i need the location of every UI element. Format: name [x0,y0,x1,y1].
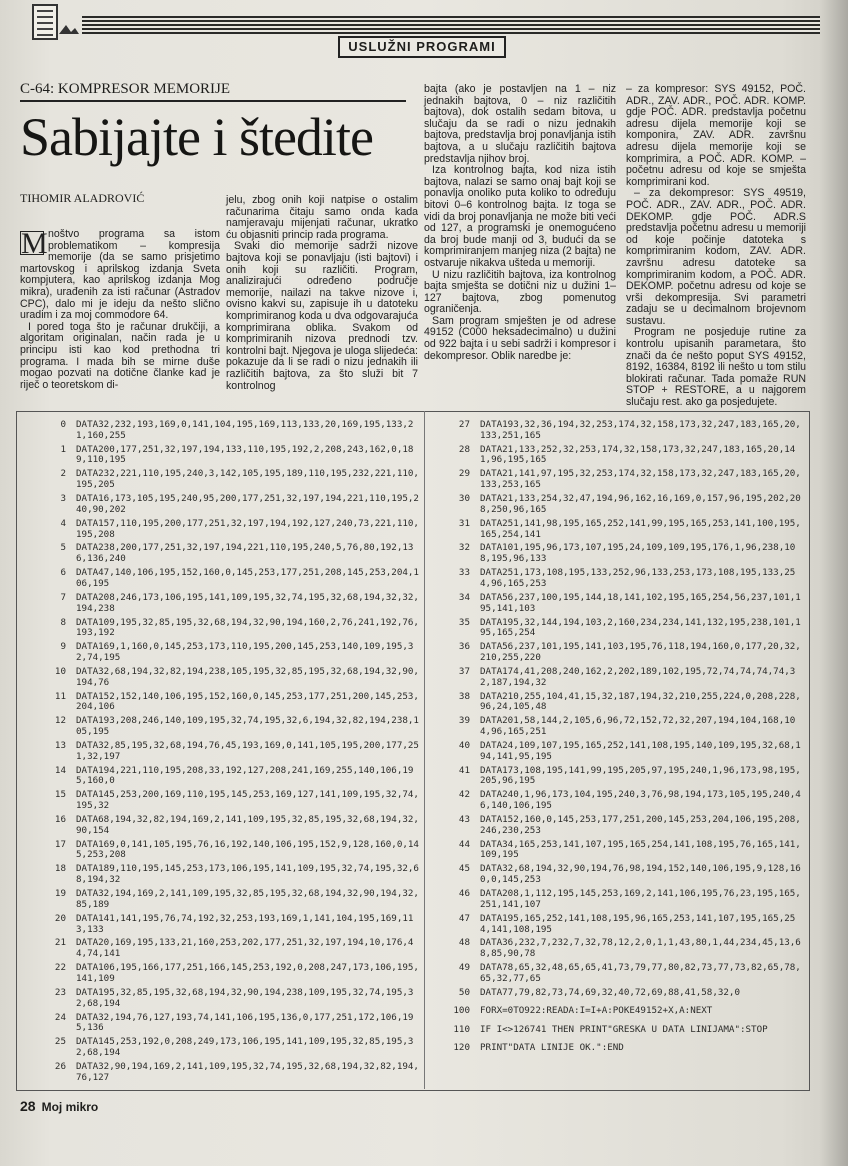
listing-line [426,1025,804,1036]
listing-line [426,1006,804,1017]
line-number: 20 [54,912,66,924]
line-code: DATA32,90,194,169,2,141,109,195,32,74,195,32,68,194,32,82,194,76,127 [76,1060,419,1083]
listing-line [426,692,804,714]
listing-line [22,988,420,1010]
page-edge-shadow [820,0,848,1166]
listing-line [22,790,420,812]
line-code: DATA24,109,107,195,165,252,141,108,195,140,109,195,32,68,194,141,95,195 [480,739,801,762]
line-code: DATA208,246,173,106,195,141,109,195,32,74,195,32,68,194,32,32,194,238 [76,591,419,614]
paragraph: Iza kontrolnog bajta, kod niza istih bajtova, nalazi se samo onaj bajt koji se ponavlja onoliko puta koliko to određuju bitovi 0–6 kontrolnog bajta. Iz toga se vidi da broj ponavljanja ne može biti veći od 127, a programski je onemogućeno da broj bude manji od 3, budući da se komprimiranjem manjeg niza (2 bajta) ne ostvaruje nikakva ušteda u memoriji. [424,164,616,269]
article-column-2 [226,195,418,392]
line-number: 4 [60,517,66,529]
listing-line [22,568,420,590]
line-number: 7 [60,591,66,603]
line-code: DATA141,141,195,76,74,192,32,253,193,169,1,141,104,195,169,113,133 [76,912,414,935]
line-number: 23 [54,986,66,998]
paragraph: Program ne posjeduje rutine za kontrolu upisanih parametara, što znači da će nešto poput SYS 49152, 8192, 16384, 8192 ili nešto u tom stilu blokirati računar. Tada pomaže RUN STOP + RESTORE, a u najgorem slučaju rest. ako ga posjeduјete. [626,326,806,409]
listing-line [22,914,420,936]
line-number: 21 [54,937,66,949]
line-code: DATA169,1,160,0,145,253,173,110,195,200,145,253,140,109,195,32,74,195 [76,641,414,663]
listing-line [426,914,804,936]
line-number: 2 [60,468,66,480]
line-code: DATA32,194,76,127,193,74,141,106,195,136,0,177,251,172,106,195,136 [76,1011,414,1034]
listing-line [22,766,420,788]
line-number: 16 [54,814,66,825]
line-number: 42 [458,789,470,801]
article-kicker: C-64: KOMPRESOR MEMORIJE [20,81,231,97]
paragraph: – za kompresor: SYS 49152, POČ. ADR., ZAV. ADR., POČ. ADR. KOMP. gdje POČ. ADR. predstavlja početnu adresu dijela memorije koji se komponira, ZAV. ADR. završnu adresu dijela memorije koji se komprimira, a POČ. ADR. KOMP. – početnu adresu od koje se smješta komprimirani kod. [626,83,806,188]
line-number: 25 [54,1036,66,1048]
line-code: DATA34,165,253,141,107,195,165,254,141,108,195,76,165,141,109,195 [480,838,801,861]
listing-line [426,494,804,516]
line-code: DATA240,1,96,173,104,195,240,3,76,98,194,173,105,195,240,46,140,106,195 [480,789,801,812]
line-code: DATA68,194,32,82,194,169,2,141,109,195,32,85,195,32,68,194,32,90,154 [76,814,419,836]
line-number: 11 [54,690,66,702]
article-column-1 [20,229,220,391]
line-code: DATA251,173,108,195,133,252,96,133,253,173,108,195,133,254,96,165,253 [480,567,796,589]
listing-line [426,593,804,615]
listing-divider [424,411,425,1089]
listing-line [22,543,420,565]
line-code: DATA32,68,194,32,90,194,76,98,194,152,140,106,195,9,128,160,0,145,253 [480,863,801,886]
line-code: DATA169,0,141,105,195,76,16,192,140,106,195,152,9,128,160,0,145,253,208 [76,838,419,861]
line-code: DATA106,195,166,177,251,166,145,253,192,0,208,247,173,106,195,141,109 [76,962,419,984]
line-number: 49 [458,962,470,974]
listing-line [22,840,420,862]
article-byline: TIHOMIR ALADROVIĆ [20,191,145,205]
paragraph: – za dekompresor: SYS 49519, POČ. ADR., ZAV. ADR., POČ. ADR. DEKOMP. gdje POČ. ADR.S predstavlja početnu adresu u memoriji od koje počinje datoteka s komprimiranim kodom, ZAV. ADR. završnu adresu datoteke sa komprimiranim kodom, a POČ. ADR. DEKOMP. početnu adresu od koje se vrši dekompresija. Svi parametri zadaju se u decimalnom brojevnom sustavu. [626,187,806,327]
line-number: 38 [458,690,470,702]
line-number: 28 [458,443,470,455]
line-number: 44 [458,838,470,850]
line-number: 30 [458,493,470,505]
line-code: DATA145,253,200,169,110,195,145,253,169,127,141,109,195,32,74,195,32 [76,789,419,812]
line-number: 47 [458,912,470,924]
line-number: 40 [458,739,470,751]
listing-line [22,494,420,516]
line-code: DATA101,195,96,173,107,195,24,109,109,195,176,1,96,238,108,195,96,133 [480,542,796,565]
listing-line [426,1043,804,1054]
line-code: DATA232,221,110,195,240,3,142,105,195,189,110,195,232,221,110,195,205 [76,468,419,491]
line-number: 6 [60,567,66,579]
listing-line [426,840,804,862]
listing-line [22,692,420,714]
line-number: 32 [458,542,470,554]
line-number: 33 [458,567,470,579]
line-number: 50 [458,986,470,998]
listing-line [426,642,804,664]
listing-line [426,790,804,812]
line-code: DATA201,58,144,2,105,6,96,72,152,72,32,207,194,104,168,104,96,165,251 [480,715,796,738]
line-number: 18 [54,863,66,875]
line-code: DATA208,1,112,195,145,253,169,2,141,106,195,76,23,195,165,251,141,107 [480,888,801,910]
line-number: 1 [60,443,66,455]
line-code: DATA193,208,246,140,109,195,32,74,195,32,6,194,32,82,194,238,105,195 [76,715,419,738]
listing-line [22,420,420,442]
section-logo-icon [58,22,80,36]
listing-line [426,988,804,999]
line-number: 46 [458,888,470,900]
line-code: DATA20,169,195,133,21,160,253,202,177,251,32,197,194,10,176,44,74,141 [76,937,414,960]
line-code: DATA174,41,208,240,162,2,202,189,102,195,72,74,74,74,74,32,187,194,32 [480,665,796,688]
paragraph: I pored toga što je računar drukčiji, a algoritam originalan, način rada je u principu isti kao kod prethodna tri programa. I mada bih se mirne duše mogao pozvati na dotične članke kad je riječ o teoretskom di- [20,320,220,391]
line-code: DATA195,165,252,141,108,195,96,165,253,141,107,195,165,254,141,108,195 [480,912,796,935]
line-number: 14 [54,764,66,776]
listing-line [22,469,420,491]
listing-line [22,938,420,960]
line-code: IF I<>126741 THEN PRINT"GRESKA U DATA LINIJAMA":STOP [480,1023,768,1035]
line-number: 10 [54,665,66,677]
line-number: 36 [458,641,470,653]
line-code: FORX=0TO922:READA:I=I+A:POKE49152+X,A:NEXT [480,1004,713,1016]
drop-cap: M [21,227,48,260]
line-code: DATA21,133,254,32,47,194,96,162,16,169,0,157,96,195,202,208,250,96,165 [480,493,801,515]
line-code: DATA173,108,195,141,99,195,205,97,195,240,1,96,173,98,195,205,96,195 [480,764,801,787]
listing-line [426,716,804,738]
line-code: DATA77,79,82,73,74,69,32,40,72,69,88,41,58,32,0 [480,986,740,998]
line-number: 15 [54,789,66,801]
magazine-name: Moj mikro [41,1100,99,1114]
line-code: DATA32,85,195,32,68,194,76,45,193,169,0,141,105,195,200,177,251,32,197 [76,739,419,762]
paragraph: noštvo programa sa istom problematikom – kompresija memorije (da se samo prisjetimo martovskog i aprilskog izdanja Sveta kompjutera, kao aprilskog izdanja Mog mikra), urađenih za isti računar (Astradov CPC), dalo mi je ideju da nešto slično uradim i za moj commodore 64. [20,228,220,322]
line-code: DATA56,237,101,195,141,103,195,76,118,194,160,0,177,20,32,210,255,220 [480,641,801,663]
line-number: 110 [453,1023,470,1035]
line-code: DATA21,133,252,32,253,174,32,158,173,32,247,183,165,20,141,96,195,165 [480,443,796,466]
line-number: 9 [60,641,66,653]
listing-line [426,469,804,491]
paragraph: Svaki dio memorije sadrži nizove bajtova koji se ponavljaju (isti bajtovi) i onih koji su različiti. Program, analizirajući određeno područje memorije, nailazi na takve nizove i, ovisno kakvi su, zapisuje ih u datoteku komprimiranog koda u dva odgovarajuća komprimirana oblika. Svakom od komprimiranih nizova prednodi tzv. kontrolni bajt. Njegova je uloga slijedeća: pokazuje da li se radi o nizu jednakih ili različitih bajtova, za što služi bit 7 kontrolnog [226,240,418,392]
line-code: DATA36,232,7,232,7,32,78,12,2,0,1,1,43,80,1,44,234,45,13,68,85,90,78 [480,937,801,960]
listing-line [426,519,804,541]
line-code: DATA109,195,32,85,195,32,68,194,32,90,194,160,2,76,241,192,76,193,192 [76,616,419,639]
listing-line [22,815,420,837]
kicker-rule [20,100,406,102]
line-number: 0 [60,419,66,430]
listing-line [22,1013,420,1035]
line-code: DATA21,141,97,195,32,253,174,32,158,173,32,247,183,165,20,133,253,165 [480,468,801,491]
listing-line [22,445,420,467]
line-code: DATA145,253,192,0,208,249,173,106,195,141,109,195,32,85,195,32,68,194 [76,1036,414,1058]
line-code: DATA238,200,177,251,32,197,194,221,110,195,240,5,76,80,192,136,136,240 [76,542,414,565]
line-number: 27 [458,419,470,430]
listing-line [22,889,420,911]
listing-line [426,864,804,886]
section-tag: USLUŽNI PROGRAMI [338,36,506,58]
line-code: DATA210,255,104,41,15,32,187,194,32,210,255,224,0,208,228,96,24,105,48 [480,690,801,713]
article-column-3 [424,84,616,362]
line-number: 34 [458,591,470,603]
document-icon [32,4,58,40]
page-footer [20,1098,98,1114]
listing-line [426,667,804,689]
listing-line [426,568,804,590]
listing-line [426,445,804,467]
listing-line [22,667,420,689]
line-code: DATA195,32,85,195,32,68,194,32,90,194,238,109,195,32,74,195,32,68,194 [76,986,414,1009]
article-headline: Sabijajte i štedite [20,107,373,167]
line-code: DATA152,160,0,145,253,177,251,200,145,253,204,106,195,208,246,230,253 [480,814,801,836]
listing-line [426,889,804,911]
line-number: 17 [54,838,66,850]
line-number: 41 [458,764,470,776]
listing-line [22,618,420,640]
line-number: 5 [60,542,66,554]
line-number: 39 [458,715,470,727]
listing-left-column [22,420,420,1087]
listing-line [22,593,420,615]
line-number: 29 [458,468,470,480]
listing-line [22,963,420,985]
listing-line [426,963,804,985]
line-code: DATA157,110,195,200,177,251,32,197,194,192,127,240,73,221,110,195,208 [76,517,419,540]
listing-line [426,420,804,442]
line-code: DATA32,194,169,2,141,109,195,32,85,195,32,68,194,32,90,194,32,85,189 [76,888,419,910]
article-column-4 [626,84,806,409]
line-number: 37 [458,665,470,677]
listing-right-column [426,420,804,1062]
line-number: 120 [453,1042,470,1054]
listing-line [426,938,804,960]
paragraph: U nizu različitih bajtova, iza kontrolnog bajta smješta se dotični niz u dužini 1–127 bajtova, zbog pomenutog ograničenja. [424,268,616,316]
line-code: DATA152,152,140,106,195,152,160,0,145,253,177,251,200,145,253,204,106 [76,690,419,713]
paragraph: jelu, zbog onih koji natpise o ostalim računarima čitaju samo onda kada namjeravaju mijenjati računar, ukratko ću objasniti princip rada programa. [226,194,418,241]
line-code: DATA32,68,194,32,82,194,238,105,195,32,85,195,32,68,194,32,90,194,76 [76,665,419,688]
line-number: 100 [453,1004,470,1016]
line-number: 3 [60,493,66,505]
listing-line [22,642,420,664]
line-number: 45 [458,863,470,875]
header-rule [82,16,820,34]
listing-line [22,864,420,886]
line-code: DATA78,65,32,48,65,65,41,73,79,77,80,82,73,77,73,82,65,78,65,32,77,65 [480,962,801,984]
line-number: 13 [54,739,66,751]
line-number: 22 [54,962,66,974]
listing-line [22,1037,420,1059]
line-number: 19 [54,888,66,900]
line-code: DATA189,110,195,145,253,173,106,195,141,109,195,32,74,195,32,68,194,32 [76,863,419,886]
paragraph: Sam program smješten je od adrese 49152 (C000 heksadecimalno) u dužini od 922 bajta i u sebi sadrži i kompresor i dekompresor. Oblik naredbe je: [424,314,616,362]
listing-line [426,815,804,837]
line-number: 24 [54,1011,66,1023]
line-number: 48 [458,937,470,949]
line-code: DATA193,32,36,194,32,253,174,32,158,173,32,247,183,165,20,133,251,165 [480,419,801,441]
line-code: PRINT"DATA LINIJE OK.":END [480,1042,624,1054]
line-code: DATA32,232,193,169,0,141,104,195,169,113,133,20,169,195,133,21,160,255 [76,419,414,441]
line-number: 26 [54,1060,66,1072]
line-number: 43 [458,814,470,825]
listing-line [426,766,804,788]
page-number: 28 [20,1098,36,1114]
line-code: DATA200,177,251,32,197,194,133,110,195,192,2,208,243,162,0,189,110,195 [76,443,414,466]
listing-line [22,1062,420,1084]
line-code: DATA16,173,105,195,240,95,200,177,251,32,197,194,221,110,195,240,90,202 [76,493,419,515]
paragraph: bajta (ako je postavljen na 1 – niz jednakih bajtova, 0 – niz različitih bajtova), dok ostalih sedam bitova, u slučaju da se radi o nizu jednakih bajtova, predstavlja broj ponavljanja istih bajtova, a u slučaju različitih bajtova predstavlja njihov broj. [424,83,616,165]
listing-line [22,519,420,541]
line-number: 12 [54,715,66,727]
line-number: 35 [458,616,470,628]
line-code: DATA194,221,110,195,208,33,192,127,208,241,169,255,140,106,195,160,0 [76,764,414,787]
line-code: DATA47,140,106,195,152,160,0,145,253,177,251,208,145,253,204,106,195 [76,567,419,589]
listing-line [22,741,420,763]
line-code: DATA251,141,98,195,165,252,141,99,195,165,253,141,100,195,165,254,141 [480,517,801,540]
listing-line [22,716,420,738]
listing-line [426,741,804,763]
listing-line [426,618,804,640]
line-code: DATA195,32,144,194,103,2,160,234,234,141,132,195,238,101,195,165,254 [480,616,801,639]
listing-line [426,543,804,565]
line-number: 8 [60,616,66,628]
line-code: DATA56,237,100,195,144,18,141,102,195,165,254,56,237,101,195,141,103 [480,591,801,614]
line-number: 31 [458,517,470,529]
